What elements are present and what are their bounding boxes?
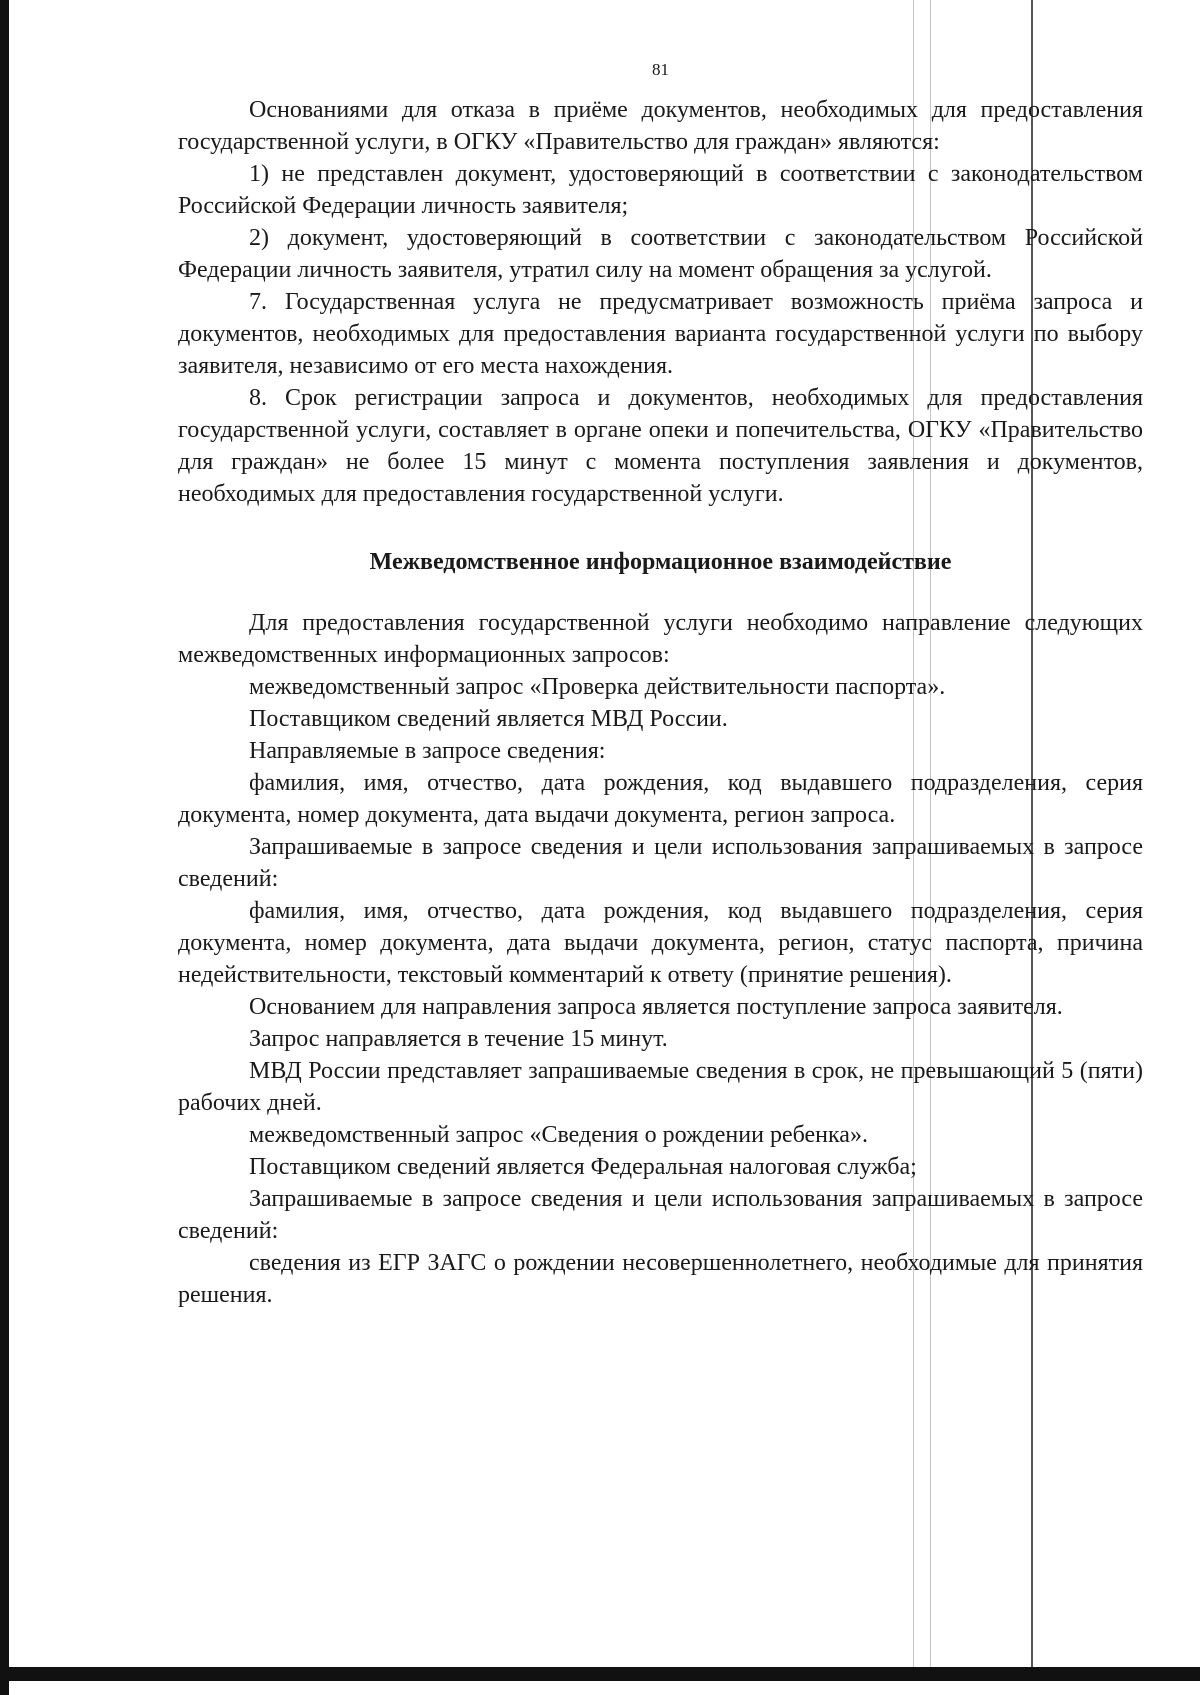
section-heading: Межведомственное информационное взаимодействие bbox=[369, 549, 952, 575]
paragraph: 1) не представлен документ, удостоверяющий в соответствии с законодательством Российской Федерации личность заявителя; bbox=[178, 161, 1143, 219]
paragraph: Направляемые в запросе сведения: bbox=[249, 738, 606, 764]
paragraph: МВД России представляет запрашиваемые сведения в срок, не превышающий 5 (пяти) рабочих дней. bbox=[178, 1058, 1143, 1116]
paragraph: межведомственный запрос «Сведения о рождении ребенка». bbox=[249, 1122, 868, 1148]
paragraph: 7. Государственная услуга не предусматривает возможность приёма запроса и документов, необходимых для предоставления варианта государственной услуги по выбору заявителя, независимо от его места нахождения. bbox=[178, 289, 1143, 379]
paragraph: 8. Срок регистрации запроса и документов, необходимых для предоставления государственной услуги, составляет в органе опеки и попечительства, ОГКУ «Правительство для граждан» не более 15 минут с момента поступления заявления и документов, необходимых для предоставления государственной услуги. bbox=[178, 385, 1143, 507]
paragraph: 2) документ, удостоверяющий в соответствии с законодательством Российской Федерации личность заявителя, утратил силу на момент обращения за услугой. bbox=[178, 225, 1143, 283]
page-number: 81 bbox=[652, 60, 669, 79]
document-page bbox=[178, 60, 1143, 1311]
paragraph: Запрашиваемые в запросе сведения и цели использования запрашиваемых в запросе сведений: bbox=[178, 834, 1143, 892]
body-text-before-heading bbox=[178, 94, 1143, 510]
paragraph: сведения из ЕГР ЗАГС о рождении несовершеннолетнего, необходимые для принятия решения. bbox=[178, 1250, 1143, 1308]
paragraph: межведомственный запрос «Проверка действительности паспорта». bbox=[249, 674, 946, 700]
scan-left-border bbox=[0, 0, 9, 1695]
paragraph: фамилия, имя, отчество, дата рождения, код выдавшего подразделения, серия документа, номер документа, дата выдачи документа, регион, статус паспорта, причина недействительности, текстовый комментарий к ответу (принятие решения). bbox=[178, 898, 1143, 988]
paragraph: Основанием для направления запроса является поступление запроса заявителя. bbox=[249, 994, 1063, 1020]
body-text-after-heading bbox=[178, 607, 1143, 1311]
scan-bottom-border bbox=[0, 1667, 1200, 1681]
paragraph: фамилия, имя, отчество, дата рождения, код выдавшего подразделения, серия документа, номер документа, дата выдачи документа, регион запроса. bbox=[178, 770, 1143, 828]
paragraph: Запрос направляется в течение 15 минут. bbox=[249, 1026, 668, 1052]
paragraph: Поставщиком сведений является МВД России. bbox=[249, 706, 728, 732]
paragraph: Поставщиком сведений является Федеральная налоговая служба; bbox=[249, 1154, 917, 1180]
paragraph: Для предоставления государственной услуги необходимо направление следующих межведомственных информационных запросов: bbox=[178, 610, 1143, 668]
paragraph: Основаниями для отказа в приёме документов, необходимых для предоставления государственной услуги, в ОГКУ «Правительство для граждан» являются: bbox=[178, 97, 1143, 155]
paragraph: Запрашиваемые в запросе сведения и цели использования запрашиваемых в запросе сведений: bbox=[178, 1186, 1143, 1244]
